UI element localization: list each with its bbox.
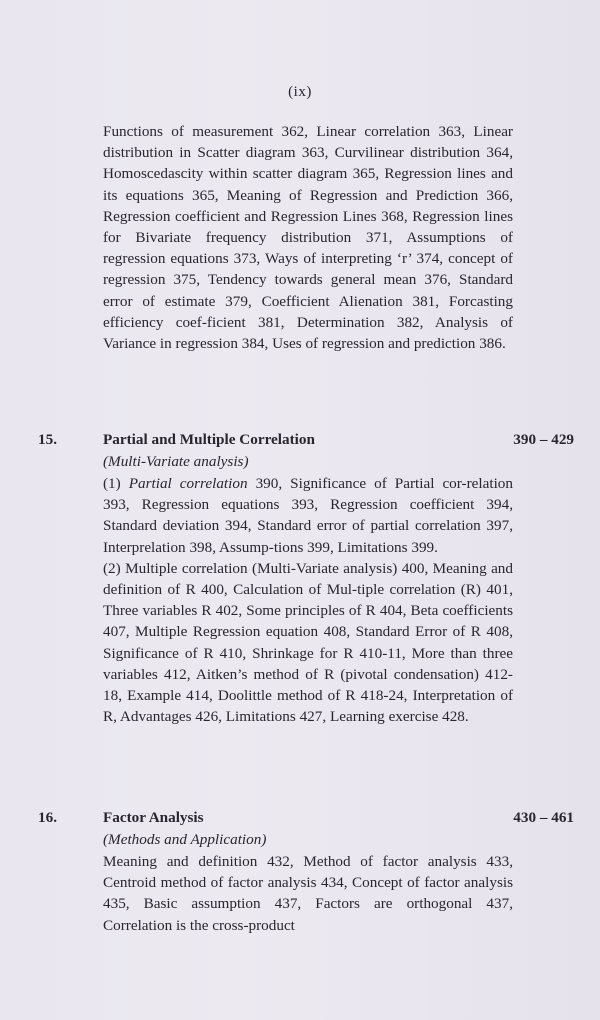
chapter-15-subtitle: (Multi-Variate analysis): [103, 453, 249, 470]
chapter-number: 15.: [38, 431, 57, 448]
chapter-14-contents-continuation: [103, 121, 513, 354]
chapter-title: Partial and Multiple Correlation: [103, 431, 315, 448]
chapter-16-contents: [103, 851, 513, 936]
paragraph-italic-term: Partial correlation: [128, 475, 248, 492]
chapter-title: Factor Analysis: [103, 809, 204, 826]
factor-analysis-paragraph: Meaning and definition 432, Method of factor analysis 433, Centroid method of factor analysis 434, Concept of factor analysis 435, Basic assumption 437, Factors are orthogonal 437, Correlation is the cross-product: [103, 853, 513, 934]
contents-paragraph: Functions of measurement 362, Linear correlation 363, Linear distribution in Scatter diagram 363, Curvilinear distribution 364, Homoscedascity within scatter diagram 365, Regression lines and its equations 365, Meaning of Regression and Prediction 366, Regression coefficient and Regression Lines 368, Regression lines for Bivariate frequency distribution 371, Assumptions of regression equations 373, Ways of interpreting ‘r’ 374, concept of regression 375, Tendency towards general mean 376, Standard error of estimate 379, Coefficient Alienation 381, Forcasting efficiency coef-ficient 381, Determination 382, Analysis of Variance in regression 384, Uses of regression and prediction 386.: [103, 123, 513, 353]
paragraph-label: (1): [103, 475, 129, 492]
partial-correlation-paragraph: [103, 473, 513, 558]
page-number: (ix): [288, 84, 312, 100]
chapter-page-range: 390 – 429: [513, 431, 574, 448]
chapter-number: 16.: [38, 809, 57, 826]
paragraph-text: 390, Significance of Partial cor-relation 393, Regression equations 393, Regression coefficient 394, Standard deviation 394, Standard error of partial correlation 397, Interprelation 398, Assump-tions 399, Limitations 399.: [103, 475, 513, 556]
multiple-correlation-paragraph: (2) Multiple correlation (Multi-Variate analysis) 400, Meaning and definition of R 400, Calculation of Mul-tiple correlation (R) 401, Three variables R 402, Some principles of R 404, Beta coefficients 407, Multiple Regression equation 408, Standard Error of R 408, Significance of R 410, Shrinkage for R 410-11, More than three variables 412, Aitken’s method of R (pivotal condensation) 412- 18, Example 414, Doolittle method of R 418-24, Interpretation of R, Advantages 426, Limitations 427, Learning exercise 428.: [103, 559, 513, 726]
chapter-page-range: 430 – 461: [513, 809, 574, 826]
chapter-16-subtitle: (Methods and Application): [103, 831, 267, 848]
chapter-15-contents: [103, 473, 513, 727]
